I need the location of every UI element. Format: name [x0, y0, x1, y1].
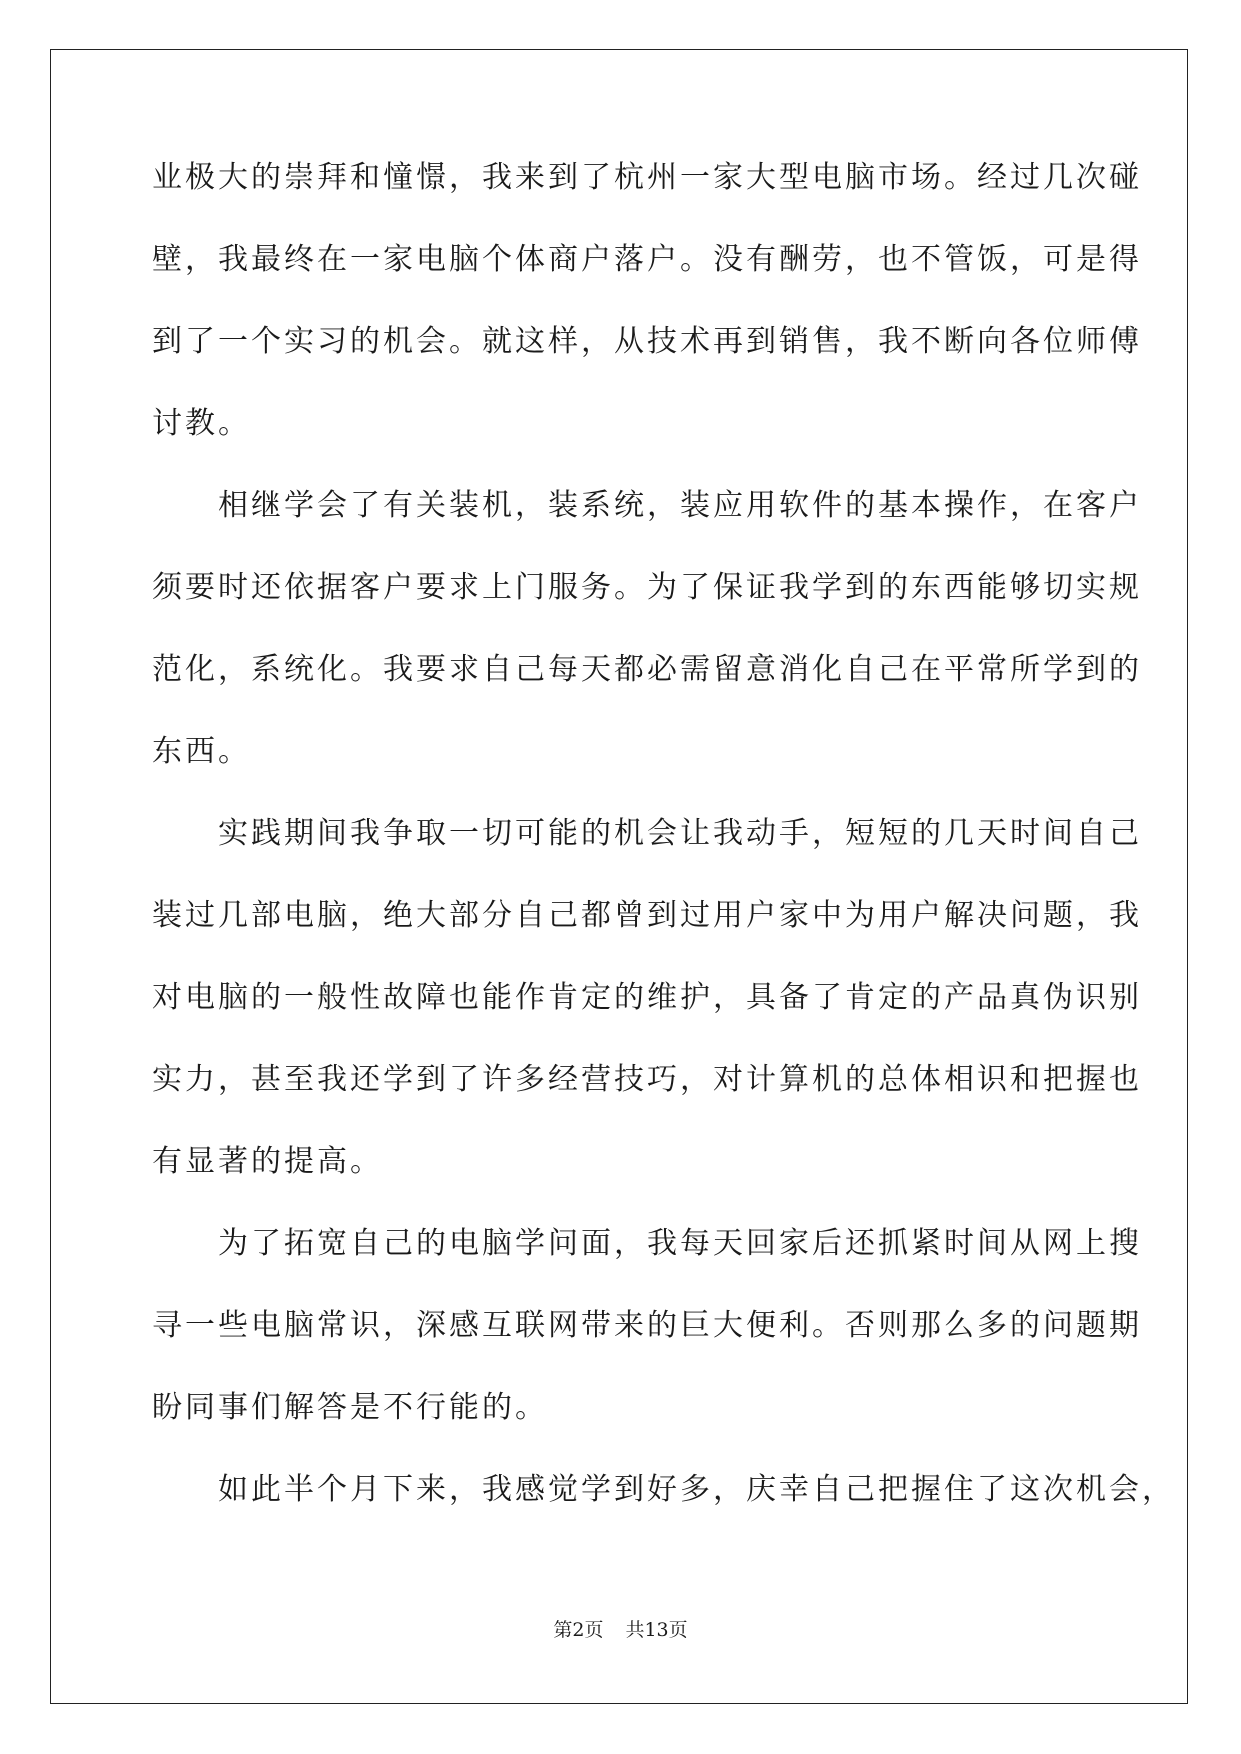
text-line: 业极大的崇拜和憧憬，我来到了杭州一家大型电脑市场。经过几次碰 — [152, 160, 1142, 195]
text-line: 装过几部电脑，绝大部分自己都曾到过用户家中为用户解决问题，我 — [152, 898, 1142, 933]
text-line: 东西。 — [152, 734, 251, 769]
text-line: 实力，甚至我还学到了许多经营技巧，对计算机的总体相识和把握也 — [152, 1062, 1142, 1097]
page-total: 共13页 — [625, 1619, 688, 1641]
text-line: 相继学会了有关装机，装系统，装应用软件的基本操作，在客户 — [152, 488, 1142, 523]
text-line: 有显著的提高。 — [152, 1144, 383, 1179]
text-line: 盼同事们解答是不行能的。 — [152, 1390, 548, 1425]
text-line: 实践期间我争取一切可能的机会让我动手，短短的几天时间自己 — [152, 816, 1142, 851]
text-line: 讨教。 — [152, 406, 251, 441]
page-footer — [0, 1615, 1241, 1642]
text-line: 对电脑的一般性故障也能作肯定的维护，具备了肯定的产品真伪识别 — [152, 980, 1142, 1015]
text-line: 到了一个实习的机会。就这样，从技术再到销售，我不断向各位师傅 — [152, 324, 1142, 359]
page-number: 第2页 — [553, 1619, 604, 1641]
text-line: 须要时还依据客户要求上门服务。为了保证我学到的东西能够切实规 — [152, 570, 1142, 605]
text-line: 壁，我最终在一家电脑个体商户落户。没有酬劳，也不管饭，可是得 — [152, 242, 1142, 277]
text-line: 寻一些电脑常识，深感互联网带来的巨大便利。否则那么多的问题期 — [152, 1308, 1142, 1343]
document-body — [152, 156, 1175, 1550]
text-line: 如此半个月下来，我感觉学到好多，庆幸自己把握住了这次机会， — [152, 1472, 1175, 1507]
text-line: 范化，系统化。我要求自己每天都必需留意消化自己在平常所学到的 — [152, 652, 1142, 687]
text-line: 为了拓宽自己的电脑学问面，我每天回家后还抓紧时间从网上搜 — [152, 1226, 1142, 1261]
